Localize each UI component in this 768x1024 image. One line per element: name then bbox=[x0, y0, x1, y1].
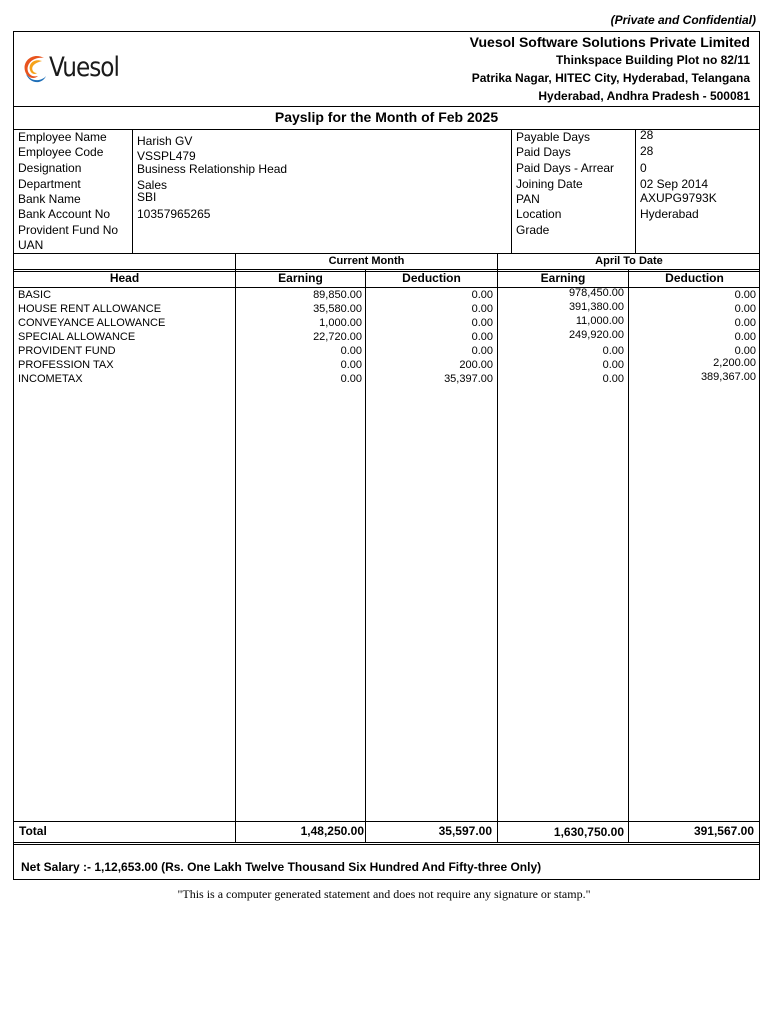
value-pan: AXUPG9793K bbox=[640, 191, 717, 205]
table-group-divider bbox=[13, 269, 760, 270]
row-ytd-earning: 0.00 bbox=[602, 345, 624, 357]
row-head: SPECIAL ALLOWANCE bbox=[18, 331, 136, 343]
total-cm-deduction: 35,597.00 bbox=[438, 824, 492, 838]
row-head: INCOMETAX bbox=[18, 373, 83, 385]
total-ytd-deduction: 391,567.00 bbox=[693, 824, 754, 838]
value-paid-days: 28 bbox=[640, 144, 654, 158]
label-pf-no: Provident Fund No bbox=[18, 223, 119, 237]
row-head: PROFESSION TAX bbox=[18, 359, 114, 371]
value-bank-name: SBI bbox=[137, 190, 157, 204]
row-ytd-earning: 0.00 bbox=[602, 359, 624, 371]
label-employee-name: Employee Name bbox=[18, 130, 107, 144]
label-payable-days: Payable Days bbox=[516, 130, 591, 144]
payslip-title: Payslip for the Month of Feb 2025 bbox=[274, 109, 499, 125]
company-address-line1: Thinkspace Building Plot no 82/11 bbox=[555, 53, 750, 67]
net-salary: Net Salary :- 1,12,653.00 (Rs. One Lakh Twelve Thousand Six Hundred And Fifty-three Only) bbox=[21, 860, 542, 874]
group-current-month: Current Month bbox=[328, 255, 405, 267]
label-joining-date: Joining Date bbox=[516, 177, 583, 191]
row-cm-earning: 89,850.00 bbox=[313, 289, 362, 301]
value-payable-days: 28 bbox=[640, 128, 654, 142]
row-cm-earning: 22,720.00 bbox=[313, 331, 362, 343]
row-ytd-deduction: 2,200.00 bbox=[713, 357, 756, 369]
label-paid-days-arrear: Paid Days - Arrear bbox=[516, 161, 615, 175]
col-divider-group bbox=[497, 253, 498, 843]
row-ytd-deduction: 0.00 bbox=[734, 317, 756, 329]
row-cm-deduction: 35,397.00 bbox=[444, 373, 493, 385]
total-ytd-earning: 1,630,750.00 bbox=[553, 825, 624, 839]
row-cm-earning: 35,580.00 bbox=[313, 303, 362, 315]
col-divider-head bbox=[235, 253, 236, 843]
row-ytd-deduction: 389,367.00 bbox=[700, 371, 756, 383]
logo-swirl-icon bbox=[22, 54, 48, 86]
row-cm-earning: 0.00 bbox=[340, 359, 362, 371]
row-ytd-deduction: 0.00 bbox=[734, 331, 756, 343]
group-april-to-date: April To Date bbox=[595, 255, 663, 267]
value-paid-days-arrear: 0 bbox=[640, 161, 647, 175]
row-head: BASIC bbox=[18, 289, 52, 301]
label-grade: Grade bbox=[516, 223, 550, 237]
table-total-top bbox=[13, 821, 760, 822]
col-ytd-deduction: Deduction bbox=[665, 271, 724, 285]
header-divider bbox=[13, 106, 760, 107]
row-cm-deduction: 0.00 bbox=[471, 317, 493, 329]
computer-generated-note: "This is a computer generated statement and does not require any signature or stamp." bbox=[177, 887, 591, 901]
label-location: Location bbox=[516, 207, 562, 221]
row-ytd-deduction: 0.00 bbox=[734, 289, 756, 301]
emp-divider-2 bbox=[511, 129, 512, 253]
company-address-line3: Hyderabad, Andhra Pradesh - 500081 bbox=[538, 89, 750, 103]
company-logo bbox=[22, 52, 132, 86]
label-employee-code: Employee Code bbox=[18, 145, 104, 159]
col-cm-deduction: Deduction bbox=[402, 271, 461, 285]
table-total-bottom-2 bbox=[13, 844, 760, 845]
row-ytd-deduction: 0.00 bbox=[734, 303, 756, 315]
logo-wordmark: Vuesol bbox=[49, 52, 119, 83]
row-ytd-earning: 978,450.00 bbox=[568, 287, 624, 299]
value-employee-name: Harish GV bbox=[137, 134, 193, 148]
value-bank-account: 10357965265 bbox=[137, 207, 211, 221]
col-divider-cm bbox=[365, 270, 366, 843]
confidential-label: (Private and Confidential) bbox=[610, 13, 756, 27]
label-uan: UAN bbox=[18, 238, 44, 252]
row-head: PROVIDENT FUND bbox=[18, 345, 116, 357]
col-ytd-earning: Earning bbox=[540, 271, 586, 285]
col-head: Head bbox=[109, 271, 140, 285]
label-paid-days: Paid Days bbox=[516, 145, 571, 159]
row-cm-deduction: 200.00 bbox=[459, 359, 493, 371]
value-joining-date: 02 Sep 2014 bbox=[640, 177, 709, 191]
label-bank-account: Bank Account No bbox=[18, 207, 111, 221]
row-head: CONVEYANCE ALLOWANCE bbox=[18, 317, 166, 329]
value-employee-code: VSSPL479 bbox=[137, 149, 196, 163]
row-cm-earning: 1,000.00 bbox=[319, 317, 362, 329]
total-label: Total bbox=[19, 824, 47, 838]
value-department: Sales bbox=[137, 178, 168, 192]
col-divider-ytd bbox=[628, 270, 629, 843]
row-ytd-earning: 11,000.00 bbox=[575, 315, 624, 327]
row-ytd-deduction: 0.00 bbox=[734, 345, 756, 357]
row-cm-earning: 0.00 bbox=[340, 373, 362, 385]
table-total-bottom bbox=[13, 842, 760, 843]
value-designation: Business Relationship Head bbox=[137, 162, 288, 176]
total-cm-earning: 1,48,250.00 bbox=[300, 824, 364, 838]
row-cm-deduction: 0.00 bbox=[471, 303, 493, 315]
table-header-divider bbox=[13, 287, 760, 288]
col-cm-earning: Earning bbox=[278, 271, 323, 285]
value-location: Hyderabad bbox=[640, 207, 699, 221]
row-head: HOUSE RENT ALLOWANCE bbox=[18, 303, 162, 315]
label-pan: PAN bbox=[516, 192, 540, 206]
emp-divider-1 bbox=[132, 129, 133, 253]
label-bank-name: Bank Name bbox=[18, 192, 81, 206]
row-ytd-earning: 391,380.00 bbox=[568, 301, 624, 313]
row-ytd-earning: 0.00 bbox=[602, 373, 624, 385]
row-cm-deduction: 0.00 bbox=[471, 331, 493, 343]
row-cm-earning: 0.00 bbox=[340, 345, 362, 357]
row-ytd-earning: 249,920.00 bbox=[568, 329, 624, 341]
company-address-line2: Patrika Nagar, HITEC City, Hyderabad, Telangana bbox=[471, 71, 750, 85]
emp-bottom-divider bbox=[13, 253, 760, 254]
row-cm-deduction: 0.00 bbox=[471, 289, 493, 301]
label-designation: Designation bbox=[18, 161, 82, 175]
emp-divider-3 bbox=[635, 129, 636, 253]
company-name: Vuesol Software Solutions Private Limited bbox=[469, 34, 750, 50]
row-cm-deduction: 0.00 bbox=[471, 345, 493, 357]
label-department: Department bbox=[18, 177, 81, 191]
